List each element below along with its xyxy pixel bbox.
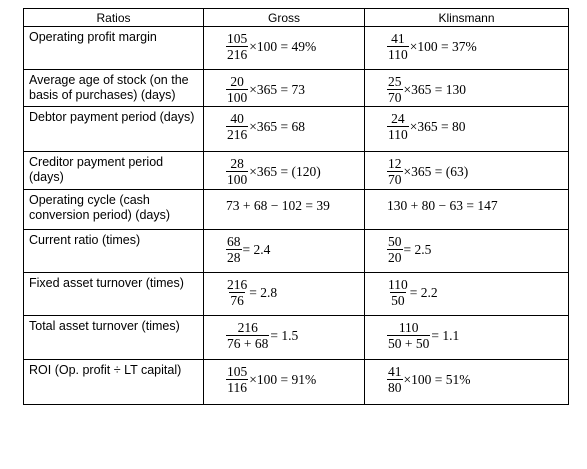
denominator: 20: [388, 250, 402, 265]
ratio-label: Current ratio (times): [24, 230, 204, 273]
ratio-label: Average age of stock (on the basis of purchases) (days): [24, 70, 204, 107]
denominator: 50: [391, 293, 405, 308]
klinsmann-calculation: [365, 230, 569, 273]
gross-calculation: [204, 360, 365, 405]
gross-calculation: [204, 230, 365, 273]
table-row: [24, 152, 569, 190]
klinsmann-calculation: [365, 360, 569, 405]
denominator: 116: [227, 380, 247, 395]
table-row: [24, 190, 569, 230]
ratio-label: Debtor payment period (days): [24, 107, 204, 152]
numerator: 20: [230, 74, 244, 89]
result: ×365 = 130: [403, 81, 466, 97]
result: ×100 = 37%: [409, 38, 477, 54]
ratio-label: Creditor payment period (days): [24, 152, 204, 190]
denominator: 110: [388, 127, 408, 142]
result: ×100 = 51%: [403, 371, 471, 387]
result: ×365 = 68: [249, 118, 305, 134]
ratio-comparison-table: [23, 8, 569, 405]
table-row: [24, 27, 569, 70]
denominator: 76 + 68: [227, 336, 269, 351]
result: = 2.2: [409, 284, 438, 300]
result: = 2.5: [403, 241, 432, 257]
numerator: 40: [230, 111, 244, 126]
result: = 1.5: [270, 327, 299, 343]
klinsmann-calculation: [365, 273, 569, 316]
result: ×100 = 49%: [249, 38, 317, 54]
result: ×365 = (63): [403, 163, 469, 179]
klinsmann-calculation: 130 + 80 − 63 = 147: [365, 190, 569, 230]
klinsmann-calculation: [365, 107, 569, 152]
result: = 1.1: [431, 327, 460, 343]
ratio-label: Total asset turnover (times): [24, 316, 204, 360]
denominator: 216: [227, 127, 248, 142]
header-gross: Gross: [204, 9, 365, 27]
result: = 2.4: [242, 241, 271, 257]
table-row: [24, 107, 569, 152]
gross-calculation: [204, 273, 365, 316]
numerator: 105: [227, 364, 248, 379]
header-ratios: Ratios: [24, 9, 204, 27]
gross-calculation: [204, 316, 365, 360]
gross-calculation: [204, 27, 365, 70]
klinsmann-calculation: [365, 152, 569, 190]
denominator: 110: [388, 47, 408, 62]
table-row: [24, 230, 569, 273]
numerator: 41: [388, 364, 402, 379]
numerator: 28: [230, 156, 244, 171]
numerator: 50: [388, 234, 402, 249]
klinsmann-calculation: [365, 70, 569, 107]
numerator: 110: [398, 320, 419, 335]
ratio-label: ROI (Op. profit ÷ LT capital): [24, 360, 204, 405]
result: ×100 = 91%: [249, 371, 317, 387]
numerator: 25: [388, 74, 402, 89]
denominator: 80: [388, 380, 402, 395]
gross-calculation: 73 + 68 − 102 = 39: [204, 190, 365, 230]
numerator: 105: [227, 31, 248, 46]
numerator: 216: [227, 277, 248, 292]
numerator: 110: [388, 277, 408, 292]
ratio-table-container: [23, 8, 569, 405]
result: = 2.8: [249, 284, 278, 300]
denominator: 100: [227, 90, 248, 105]
denominator: 70: [388, 90, 402, 105]
table-header-row: [24, 9, 569, 27]
header-klinsmann: Klinsmann: [365, 9, 569, 27]
klinsmann-calculation: [365, 27, 569, 70]
gross-calculation: [204, 152, 365, 190]
numerator: 12: [388, 156, 402, 171]
numerator: 68: [227, 234, 241, 249]
numerator: 216: [237, 320, 258, 335]
denominator: 50 + 50: [388, 336, 430, 351]
table-row: [24, 360, 569, 405]
result: ×365 = 80: [409, 118, 466, 134]
klinsmann-calculation: [365, 316, 569, 360]
denominator: 28: [227, 250, 241, 265]
result: ×365 = (120): [249, 163, 321, 179]
table-row: [24, 70, 569, 107]
denominator: 216: [227, 47, 248, 62]
denominator: 76: [230, 293, 244, 308]
numerator: 41: [391, 31, 405, 46]
ratio-label: Operating cycle (cash conversion period) (days): [24, 190, 204, 230]
denominator: 100: [227, 172, 248, 187]
ratio-label: Operating profit margin: [24, 27, 204, 70]
table-row: [24, 316, 569, 360]
table-row: [24, 273, 569, 316]
gross-calculation: [204, 107, 365, 152]
gross-calculation: [204, 70, 365, 107]
numerator: 24: [391, 111, 405, 126]
ratio-label: Fixed asset turnover (times): [24, 273, 204, 316]
result: ×365 = 73: [249, 81, 305, 97]
denominator: 70: [388, 172, 402, 187]
